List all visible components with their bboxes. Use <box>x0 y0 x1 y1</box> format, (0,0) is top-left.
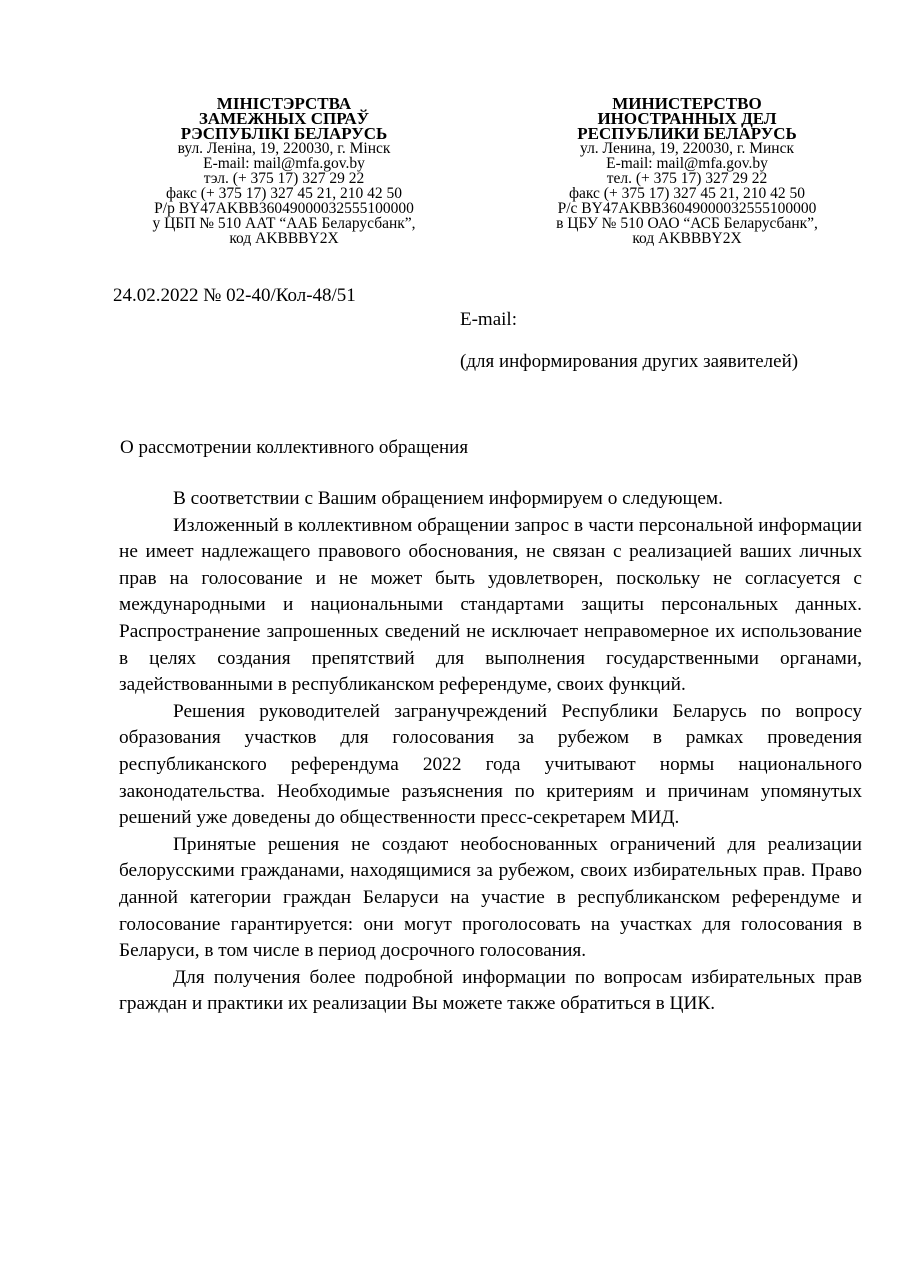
ministry-fax: факс (+ 375 17) 327 45 21, 210 42 50 <box>165 185 402 202</box>
recipient-email-label: E-mail: <box>460 309 517 330</box>
ministry-bank-code: код AKBBBY2X <box>632 230 742 247</box>
ministry-name-line-1: МИНИСТЕРСТВО <box>612 94 762 113</box>
ministry-name-line-3: РЕСПУБЛИКИ БЕЛАРУСЬ <box>577 124 797 143</box>
ministry-name-line-3: РЭСПУБЛІКІ БЕЛАРУСЬ <box>180 124 388 143</box>
ministry-bank-account: Р/с BY47AKBB36049000032555100000 <box>557 200 817 217</box>
ministry-phone: тэл. (+ 375 17) 327 29 22 <box>203 170 365 187</box>
body-paragraph: Решения руководителей загранучреждений Республики Беларусь по вопросу образования участков для голосования за рубежом в рамках проведения республиканского референдума 2022 года учитывают нормы национального законодательства. Необходимые разъяснения по критериям и причинам упомянутых решений уже доведены до общественности пресс-секретарем МИД. <box>119 700 862 829</box>
letter-subject: О рассмотрении коллективного обращения <box>120 437 469 458</box>
ministry-bank-name: у ЦБП № 510 ААТ “ААБ Беларусбанк”, <box>152 215 416 232</box>
ministry-name-line-2: ИНОСТРАННЫХ ДЕЛ <box>597 109 777 128</box>
ministry-email: E-mail: mail@mfa.gov.by <box>203 155 365 172</box>
ministry-fax: факс (+ 375 17) 327 45 21, 210 42 50 <box>568 185 805 202</box>
ministry-bank-name: в ЦБУ № 510 ОАО “АСБ Беларусбанк”, <box>556 215 818 232</box>
ministry-email: E-mail: mail@mfa.gov.by <box>606 155 768 172</box>
registration-number: 24.02.2022 № 02-40/Кол-48/51 <box>113 285 356 306</box>
ministry-phone: тел. (+ 375 17) 327 29 22 <box>606 170 768 187</box>
ministry-name-line-2: ЗАМЕЖНЫХ СПРАЎ <box>198 109 370 128</box>
body-paragraph: В соответствии с Вашим обращением информируем о следующем. <box>173 488 723 509</box>
letterhead-belarusian <box>104 96 464 246</box>
body-paragraph: Принятые решения не создают необоснованных ограничений для реализации белорусскими гражданами, находящимися за рубежом, своих избирательных прав. Право данной категории граждан Беларуси на участие в республиканском референдуме и голосование гарантируется: они могут проголосовать на участках для голосования в Беларуси, в том числе в период досрочного голосования. <box>119 833 862 962</box>
ministry-address: ул. Ленина, 19, 220030, г. Минск <box>580 140 794 157</box>
body-paragraph: Для получения более подробной информации по вопросам избирательных прав граждан и практики их реализации Вы можете также обратиться в ЦИК. <box>119 966 862 1015</box>
ministry-bank-account: Р/р BY47AKBB36049000032555100000 <box>154 200 414 217</box>
letterhead-russian <box>507 96 867 246</box>
ministry-name-line-1: МІНІСТЭРСТВА <box>216 94 352 113</box>
body-paragraph: Изложенный в коллективном обращении запрос в части персональной информации не имеет надлежащего правового обоснования, не связан с реализацией ваших личных прав на голосование и не может быть удовлетворен, поскольку не согласуется с международными и национальными стандартами защиты персональных данных. Распространение запрошенных сведений не исключает неправомерное их использование в целях создания препятствий для выполнения государственными органами, задействованными в республиканском референдуме, своих функций. <box>119 514 862 696</box>
recipient-note: (для информирования других заявителей) <box>460 351 799 372</box>
ministry-address: вул. Леніна, 19, 220030, г. Мінск <box>177 140 391 157</box>
ministry-bank-code: код AKBBBY2X <box>229 230 339 247</box>
letter-body <box>119 486 862 1018</box>
